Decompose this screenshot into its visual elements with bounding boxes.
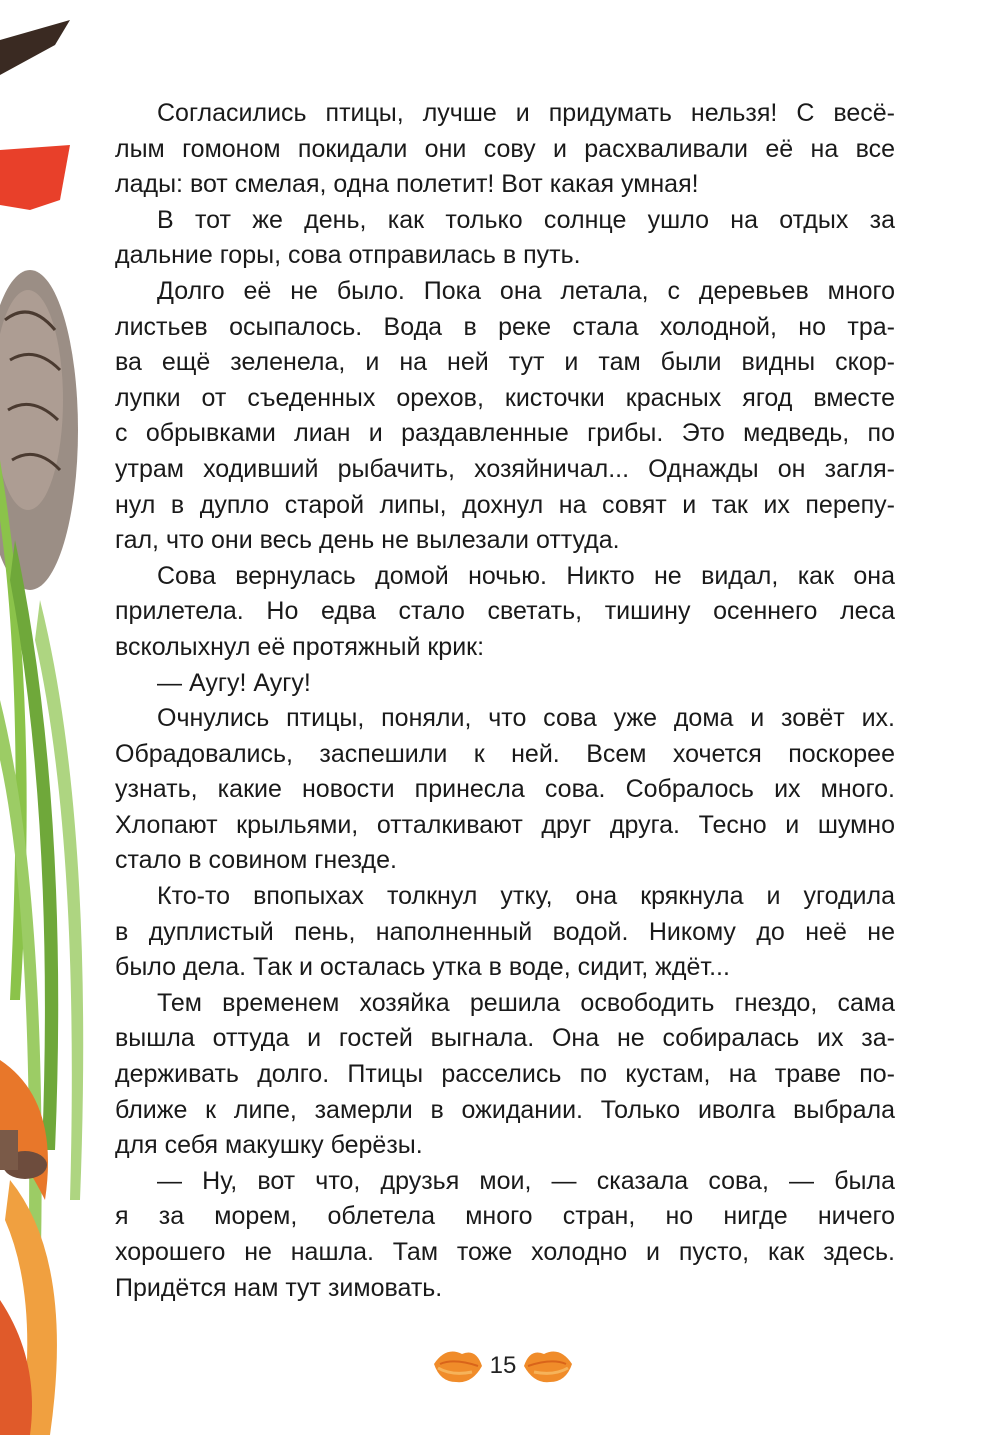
text-line: — Ну, вот что, друзья мои, — сказала сова, — была — [157, 1166, 895, 1195]
text-line: Сова вернулась домой ночью. Никто не видал, как она — [157, 561, 895, 590]
text-line: хорошего не нашла. Там тоже холодно и пусто, как здесь. — [115, 1238, 895, 1266]
text-line: всколыхнул её протяжный крик: — [115, 632, 485, 661]
text-line: Очнулись птицы, поняли, что сова уже дома и зовёт их. — [157, 704, 895, 733]
text-line: Обрадовались, заспешили к ней. Всем хочется поскорее — [115, 739, 895, 768]
red-plumage-shape — [0, 145, 70, 210]
text-line: — Аугу! Аугу! — [157, 668, 311, 697]
text-line: Долго её не было. Пока она летала, с деревьев много — [157, 276, 895, 305]
page-illustration — [0, 0, 110, 1435]
text-line: лым гомоном покидали они сову и расхваливали её на все — [115, 134, 895, 163]
orange-leaf-icon — [522, 1346, 574, 1386]
grass-blade — [35, 600, 83, 1200]
text-line: прилетела. Но едва стало светать, тишину осеннего леса — [115, 597, 895, 626]
text-line: Тем временем хозяйка решила освободить гнездо, сама — [157, 988, 895, 1017]
text-line: было дела. Так и осталась утка в воде, сидит, ждёт... — [115, 953, 730, 982]
text-line: В тот же день, как только солнце ушло на отдых за — [157, 205, 895, 234]
text-line: я за морем, облетела много стран, но нигде ничего — [115, 1202, 895, 1231]
text-line: гал, что они весь день не вылезали оттуда. — [115, 526, 620, 555]
orange-leaf-icon — [432, 1346, 484, 1386]
text-line: Кто-то впопыхах толкнул утку, она крякнула и угодила — [157, 882, 895, 911]
text-line: узнать, какие новости принесла сова. Собралось их много. — [115, 775, 895, 804]
text-line: держивать долго. Птицы расселись по кустам, на траве по- — [115, 1060, 895, 1089]
text-line: лупки от съеденных орехов, кисточки красных ягод вместе — [115, 383, 895, 412]
text-line: Согласились птицы, лучше и придумать нельзя! С весё- — [157, 99, 895, 127]
text-line: нул в дупло старой липы, дохнул на совят и так их перепу- — [115, 490, 895, 519]
page-footer — [428, 1342, 578, 1390]
text-line: вышла оттуда и гостей выгнала. Она не собиралась их за- — [115, 1024, 895, 1053]
text-line: утрам ходивший рыбачить, хозяйничал... Однажды он загля- — [115, 454, 895, 483]
text-line: листьев осыпалось. Вода в реке стала холодной, но тра- — [115, 312, 895, 341]
page-number: 15 — [489, 1352, 517, 1379]
text-line: дальние горы, сова отправилась в путь. — [115, 241, 581, 270]
text-line: ва ещё зеленела, и на ней тут и там были видны скор- — [115, 348, 895, 377]
text-line: стало в совином гнезде. — [115, 846, 397, 875]
text-line: Придётся нам тут зимовать. — [115, 1273, 443, 1302]
story-text — [115, 96, 895, 1306]
text-line: в дуплистый пень, наполненный водой. Никому до неё не — [115, 917, 895, 946]
text-line: лады: вот смелая, одна полетит! Вот какая умная! — [115, 170, 699, 199]
text-line: для себя макушку берёзы. — [115, 1131, 423, 1160]
text-line: с обрывками лиан и раздавленные грибы. Это медведь, по — [115, 419, 895, 448]
text-line: Хлопают крыльями, отталкивают друг друга. Тесно и шумно — [115, 810, 895, 839]
text-line: ближе к липе, замерли в ожидании. Только иволга выбрала — [115, 1095, 895, 1124]
dark-beak-shape — [0, 20, 70, 75]
